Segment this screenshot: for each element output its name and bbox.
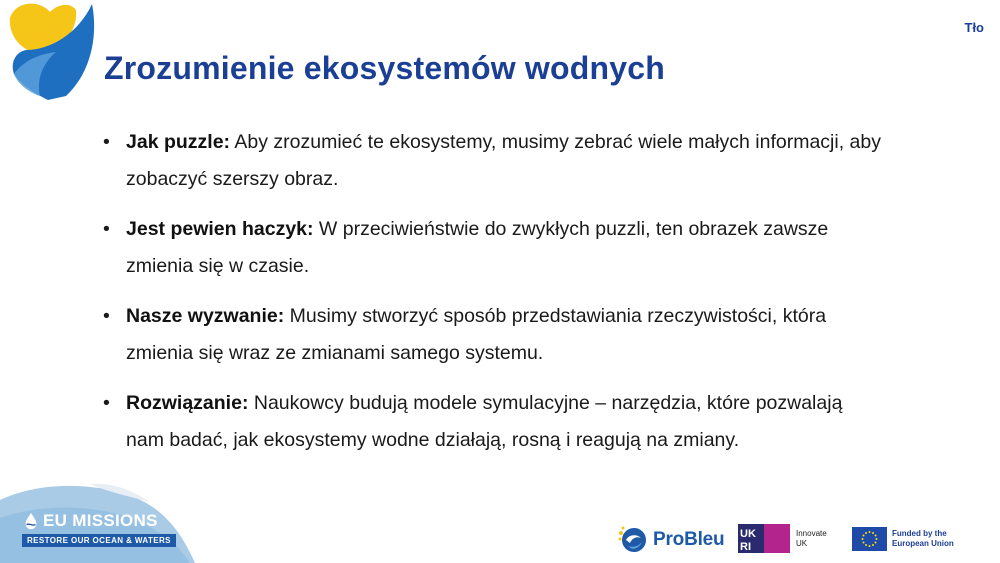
probleu-wordmark: ProBleu <box>653 529 725 550</box>
bullet-item <box>103 211 883 285</box>
bullet-list <box>103 124 883 472</box>
eu-missions-subtitle: RESTORE OUR OCEAN & WATERS <box>22 534 176 547</box>
corner-brand-logo <box>0 0 100 100</box>
bullet-term: Jak puzzle: <box>126 131 231 153</box>
bullet-text: Musimy stworzyć sposób przedstawiania rzeczywistości, która zmienia się wraz ze zmianami samego systemu. <box>126 305 827 364</box>
innovate-uk-logo <box>738 524 838 553</box>
bullet-item <box>103 385 883 459</box>
ukri-mark-uk: UK <box>740 528 756 540</box>
bullet-term: Nasze wyzwanie: <box>126 305 285 327</box>
bullet-term: Rozwiązanie: <box>126 392 249 414</box>
bullet-text: Aby zrozumieć te ekosystemy, musimy zebrać wiele małych informacji, aby zobaczyć szerszy obraz. <box>126 131 881 190</box>
eu-missions-title: EU MISSIONS <box>43 511 158 530</box>
eu-missions-title-row <box>22 511 176 531</box>
ukri-mark-ri: RI <box>740 541 751 553</box>
eu-funding-label: Funded by the European Union <box>892 529 954 548</box>
eu-missions-logo <box>0 478 195 563</box>
bullet-text: Naukowcy budują modele symulacyjne – narzędzia, które pozwalają nam badać, jak ekosystemy wodne działają, rosną i reagują na zmiany. <box>126 392 843 451</box>
innovate-uk-label: Innovate UK <box>796 528 827 548</box>
water-drop-icon <box>22 512 40 530</box>
probleu-swirl-icon <box>617 524 649 556</box>
eu-missions-text <box>22 511 176 547</box>
bullet-item <box>103 124 883 198</box>
eu-flag-icon <box>852 527 887 551</box>
section-tag: Tło <box>964 20 984 35</box>
bullet-item <box>103 298 883 372</box>
bullet-text: W przeciwieństwie do zwykłych puzzli, ten obrazek zawsze zmienia się w czasie. <box>126 218 829 277</box>
eu-funding-badge <box>852 527 982 551</box>
bullet-term: Jest pewien haczyk: <box>126 218 314 240</box>
probleu-logo <box>617 524 724 556</box>
slide-title: Zrozumienie ekosystemów wodnych <box>104 50 665 86</box>
ukri-mark-icon <box>738 524 790 553</box>
